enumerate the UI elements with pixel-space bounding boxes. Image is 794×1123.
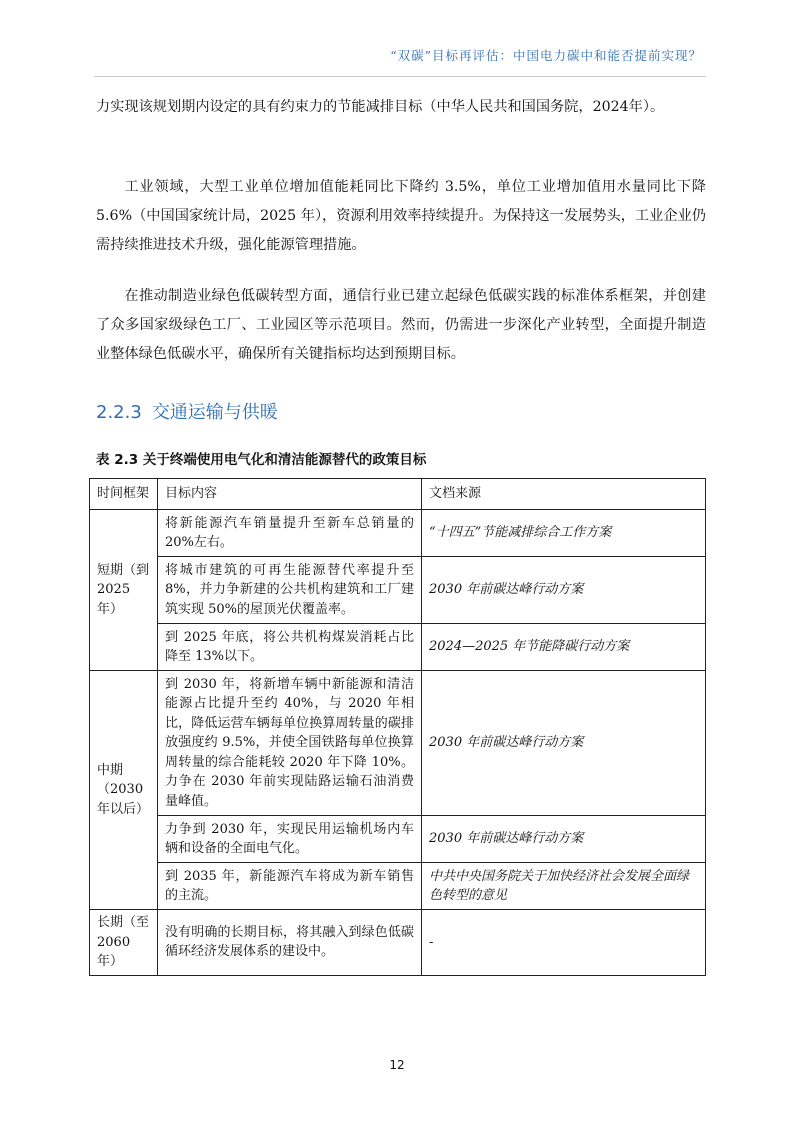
section-title: 交通运输与供暖 (151, 402, 278, 423)
table-header-row (90, 479, 706, 510)
table-row (90, 557, 706, 624)
section-number: 2.2.3 (96, 402, 142, 423)
table-caption: 表 2.3 关于终端使用电气化和清洁能源替代的政策目标 (96, 452, 427, 468)
header-divider (94, 76, 706, 77)
source-cell: - (422, 910, 706, 976)
header-timeframe: 时间框架 (90, 479, 158, 510)
timeframe-mid-term: 中期（2030 年以后） (90, 671, 158, 910)
table-row (90, 816, 706, 863)
paragraph-industry: 工业领域，大型工业单位增加值能耗同比下降约 3.5%，单位工业增加值用水量同比下降 5.6%（中国国家统计局，2025 年），资源利用效率持续提升。为保持这一发展势头，工业企业仍需持续推进技术升级，强化能源管理措施。 (96, 179, 706, 253)
running-header: “双碳”目标再评估：中国电力碳中和能否提前实现？ (390, 48, 702, 63)
policy-targets-table (89, 478, 706, 976)
table-row (90, 624, 706, 671)
goal-cell: 将城市建筑的可再生能源替代率提升至 8%，并力争新建的公共机构建筑和工厂建筑实现 50%的屋顶光伏覆盖率。 (158, 557, 422, 624)
source-cell: 2024—2025 年节能降碳行动方案 (422, 624, 706, 671)
timeframe-long-term: 长期（至 2060 年） (90, 910, 158, 976)
table-row (90, 910, 706, 976)
source-cell: “十四五”节能减排综合工作方案 (422, 510, 706, 557)
paragraph-continuation: 力实现该规划期内设定的具有约束力的节能减排目标（中华人民共和国国务院，2024年）。 (96, 99, 665, 115)
table-row (90, 510, 706, 557)
goal-cell: 到 2030 年，将新增车辆中新能源和清洁能源占比提升至约 40%，与 2020 年相比，降低运营车辆每单位换算周转量的碳排放强度约 9.5%，并使全国铁路每单位换算周转量的综合能耗较 2020 年下降 10%。力争在 2030 年前实现陆路运输石油消费量峰值。 (158, 671, 422, 816)
goal-cell: 到 2025 年底，将公共机构煤炭消耗占比降至 13%以下。 (158, 624, 422, 671)
source-cell: 中共中央国务院关于加快经济社会发展全面绿色转型的意见 (422, 863, 706, 910)
goal-cell: 到 2035 年，新能源汽车将成为新车销售的主流。 (158, 863, 422, 910)
goal-cell: 没有明确的长期目标，将其融入到绿色低碳循环经济发展体系的建设中。 (158, 910, 422, 976)
header-source: 文档来源 (422, 479, 706, 510)
section-heading (96, 398, 278, 424)
source-cell: 2030 年前碳达峰行动方案 (422, 671, 706, 816)
goal-cell: 力争到 2030 年，实现民用运输机场内车辆和设备的全面电气化。 (158, 816, 422, 863)
goal-cell: 将新能源汽车销量提升至新车总销量的 20%左右。 (158, 510, 422, 557)
header-goal: 目标内容 (158, 479, 422, 510)
page-number: 12 (389, 1058, 405, 1072)
paragraph-manufacturing: 在推动制造业绿色低碳转型方面，通信行业已建立起绿色低碳实践的标准体系框架，并创建了众多国家级绿色工厂、工业园区等示范项目。然而，仍需进一步深化产业转型，全面提升制造业整体绿色低碳水平，确保所有关键指标均达到预期目标。 (96, 288, 706, 362)
source-cell: 2030 年前碳达峰行动方案 (422, 816, 706, 863)
source-cell: 2030 年前碳达峰行动方案 (422, 557, 706, 624)
table-row (90, 863, 706, 910)
table-row (90, 671, 706, 816)
timeframe-short-term: 短期（到 2025 年） (90, 510, 158, 671)
